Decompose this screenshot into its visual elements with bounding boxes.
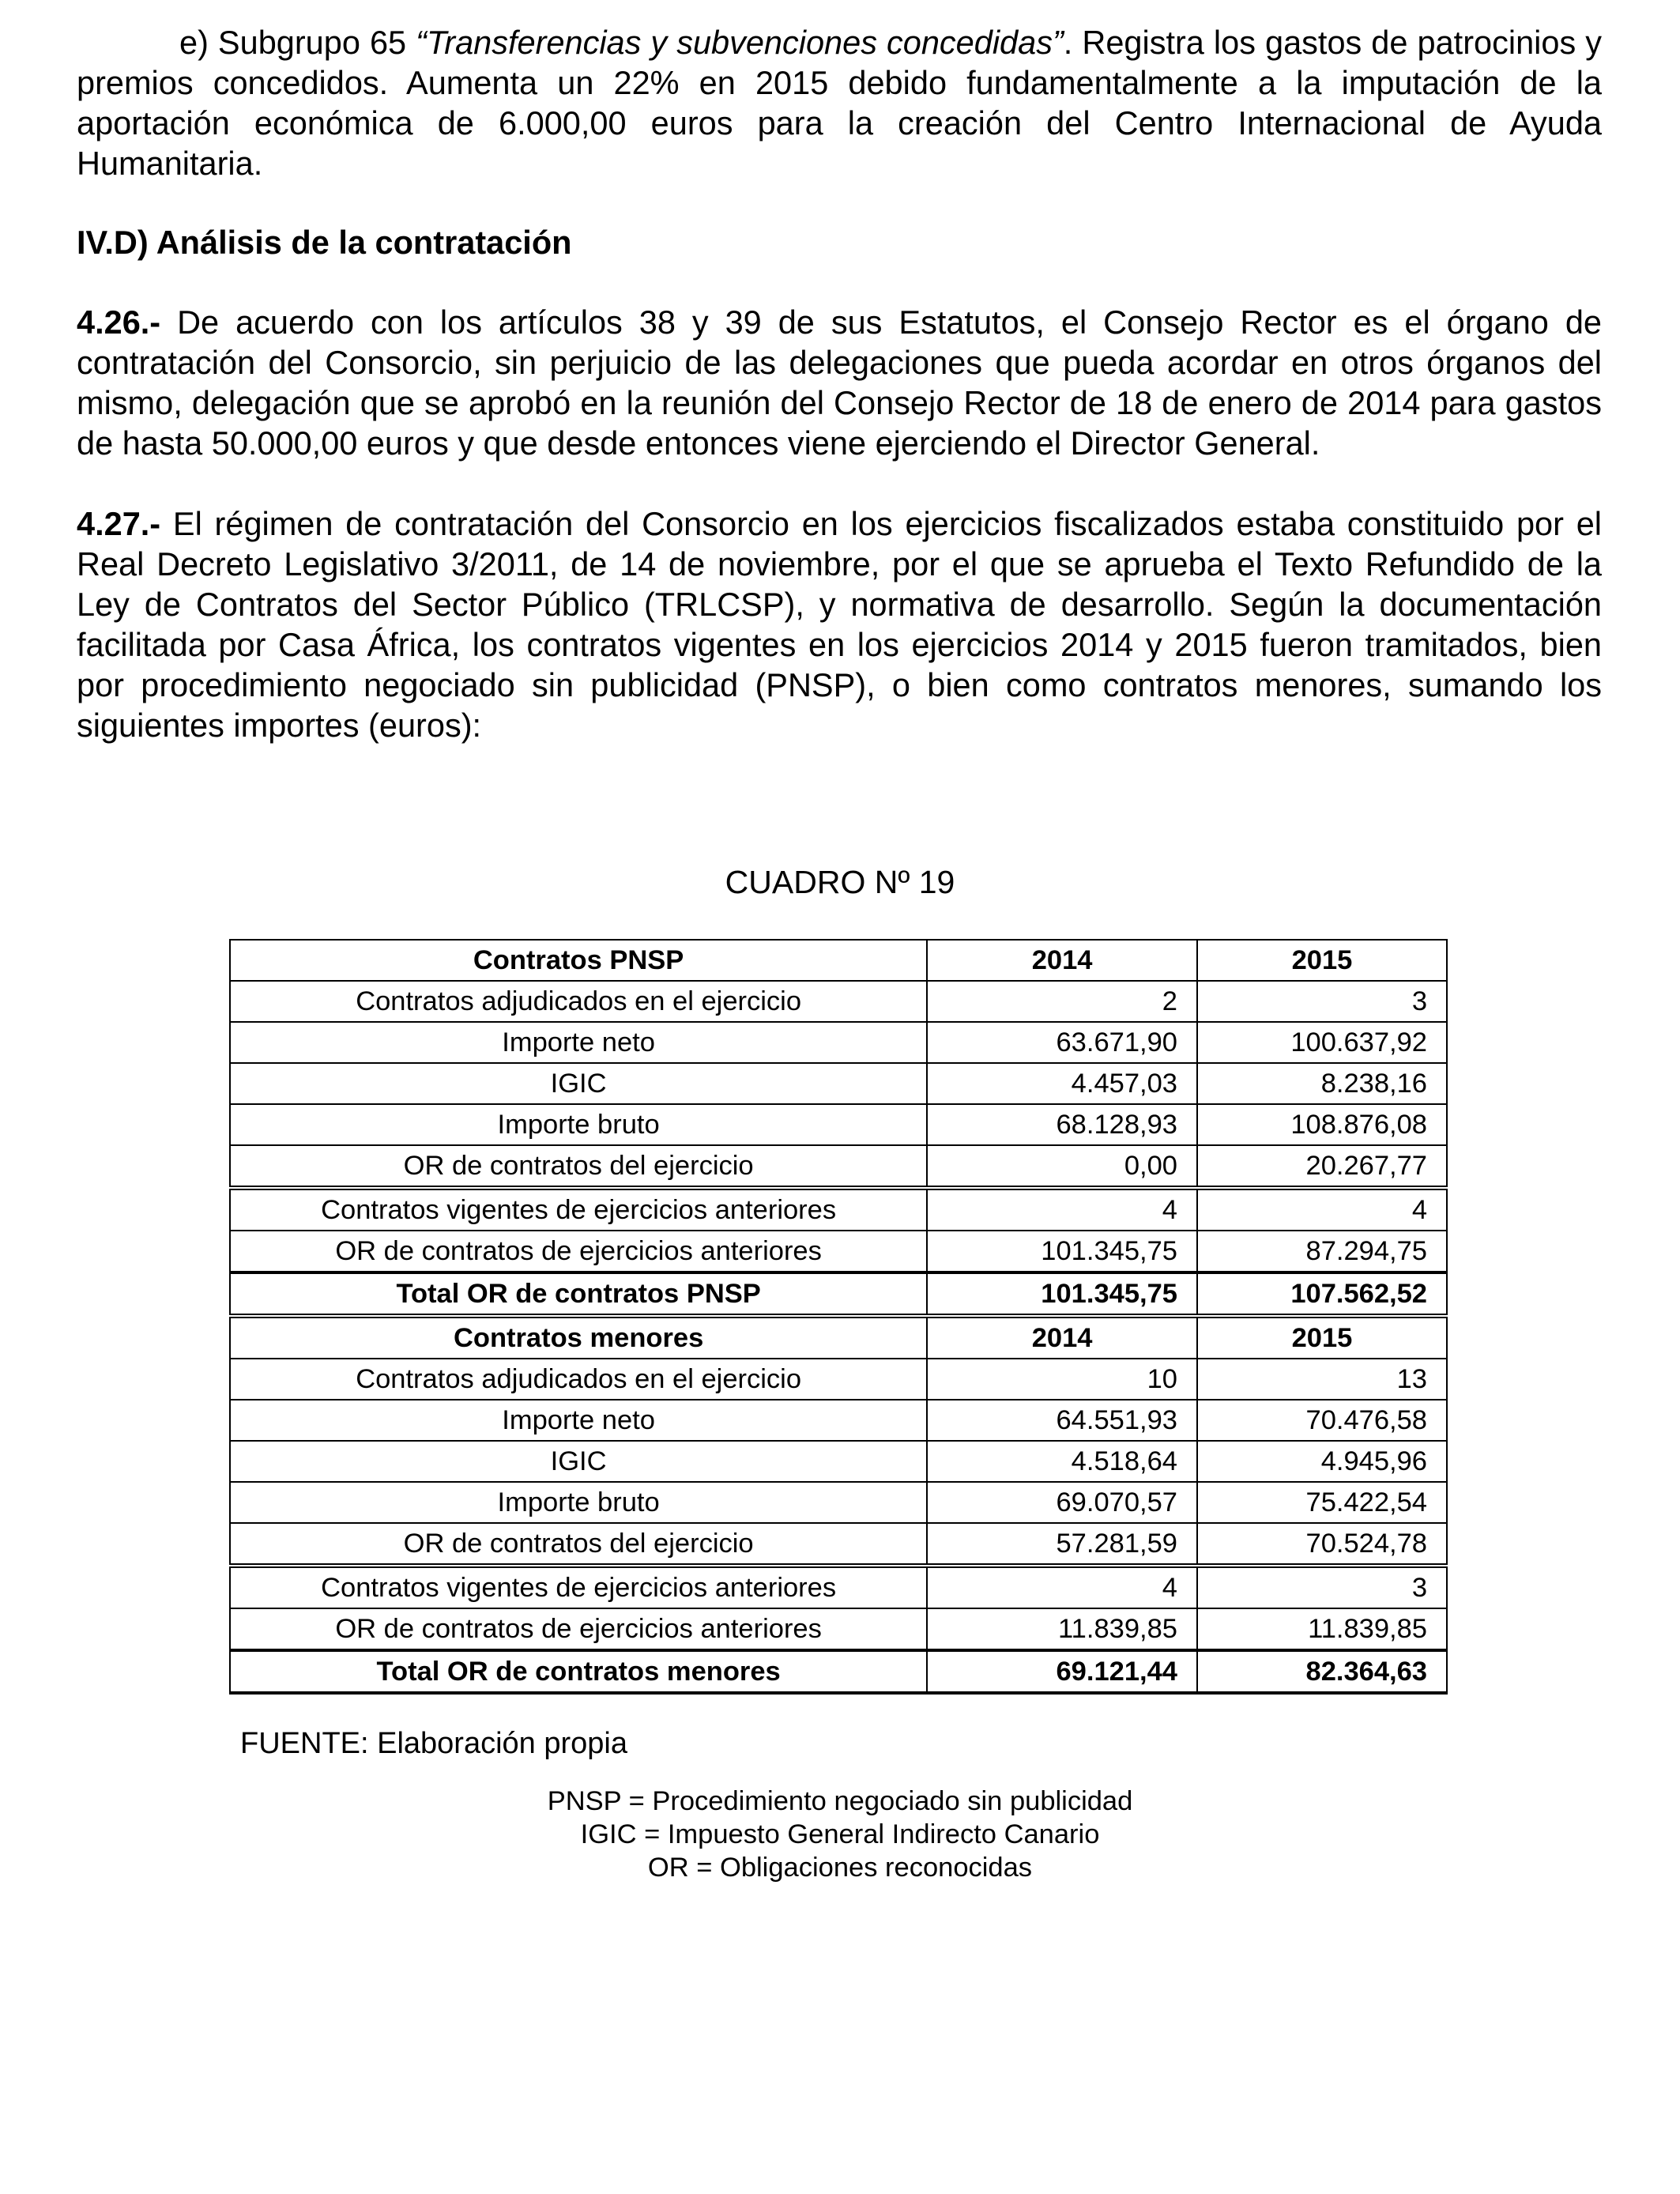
table-row — [230, 1441, 1447, 1482]
paragraph-e — [77, 22, 1602, 183]
row-value-2014: 4 — [927, 1566, 1197, 1608]
table-row — [230, 1566, 1447, 1608]
pnsp-header-row — [230, 940, 1447, 981]
row-value-2014: 101.345,75 — [927, 1231, 1197, 1272]
row-label: Importe bruto — [230, 1482, 927, 1523]
pnsp-header-2015: 2015 — [1197, 940, 1447, 981]
para-426-number: 4.26.- — [77, 303, 161, 341]
row-value-2014: 69.070,57 — [927, 1482, 1197, 1523]
menores-total-label: Total OR de contratos menores — [230, 1650, 927, 1693]
pnsp-header-label: Contratos PNSP — [230, 940, 927, 981]
pnsp-total-label: Total OR de contratos PNSP — [230, 1272, 927, 1316]
para-426-text: De acuerdo con los artículos 38 y 39 de sus Estatutos, el Consejo Rector es el órgano de contratación del Consorcio, sin perjuicio de las delegaciones que pueda acordar en otros órganos del mismo, delegación que se aprobó en la reunión del Consejo Rector de 18 de enero de 2014 para gastos de hasta 50.000,00 euros y que desde entonces viene ejerciendo el Director General. — [77, 303, 1602, 462]
pnsp-total-2014: 101.345,75 — [927, 1272, 1197, 1316]
paragraph-4-26 — [77, 302, 1602, 463]
menores-header-label: Contratos menores — [230, 1316, 927, 1359]
table-row — [230, 1523, 1447, 1566]
table-row — [230, 1359, 1447, 1400]
row-label: Contratos vigentes de ejercicios anteriores — [230, 1566, 927, 1608]
row-value-2015: 3 — [1197, 981, 1447, 1022]
row-value-2014: 63.671,90 — [927, 1022, 1197, 1063]
row-label: OR de contratos de ejercicios anteriores — [230, 1608, 927, 1650]
row-value-2015: 4.945,96 — [1197, 1441, 1447, 1482]
section-heading: IV.D) Análisis de la contratación — [77, 224, 572, 261]
menores-total-2015: 82.364,63 — [1197, 1650, 1447, 1693]
table-row — [230, 1063, 1447, 1104]
row-value-2014: 4 — [927, 1188, 1197, 1231]
row-label: OR de contratos del ejercicio — [230, 1523, 927, 1566]
table-caption: CUADRO Nº 19 — [725, 864, 955, 900]
row-value-2014: 4.518,64 — [927, 1441, 1197, 1482]
para-e-italic: “Transferencias y subvenciones concedidas” — [416, 24, 1064, 61]
row-value-2014: 11.839,85 — [927, 1608, 1197, 1650]
row-label: IGIC — [230, 1441, 927, 1482]
pnsp-total-2015: 107.562,52 — [1197, 1272, 1447, 1316]
table-row — [230, 981, 1447, 1022]
row-value-2015: 108.876,08 — [1197, 1104, 1447, 1145]
menores-header-2015: 2015 — [1197, 1316, 1447, 1359]
para-e-prefix: e) Subgrupo 65 — [179, 24, 416, 61]
row-value-2015: 70.476,58 — [1197, 1400, 1447, 1441]
row-value-2015: 13 — [1197, 1359, 1447, 1400]
row-label: OR de contratos de ejercicios anteriores — [230, 1231, 927, 1272]
row-value-2014: 68.128,93 — [927, 1104, 1197, 1145]
row-value-2014: 4.457,03 — [927, 1063, 1197, 1104]
row-value-2015: 20.267,77 — [1197, 1145, 1447, 1188]
row-label: Contratos adjudicados en el ejercicio — [230, 981, 927, 1022]
para-427-text: El régimen de contratación del Consorcio en los ejercicios fiscalizados estaba constituido por el Real Decreto Legislativo 3/2011, de 14 de noviembre, por el que se aprueba el Texto Refundido de la Ley de Contratos del Sector Público (TRLCSP), y normativa de desarrollo. Según la documentación facilitada por Casa África, los contratos vigentes en los ejercicios 2014 y 2015 fueron tramitados, bien por procedimiento negociado sin publicidad (PNSP), o bien como contratos menores, sumando los siguientes importes (euros): — [77, 505, 1602, 744]
table-row — [230, 1608, 1447, 1650]
para-e-rest: . Registra los gastos de patrocinios y premios concedidos. Aumenta un 22% en 2015 debido fundamentalmente a la imputación de la aportación económica de 6.000,00 euros para la creación del Centro Internacional de Ayuda Humanitaria. — [77, 24, 1602, 182]
row-label: Importe bruto — [230, 1104, 927, 1145]
menores-total-2014: 69.121,44 — [927, 1650, 1197, 1693]
paragraph-4-27 — [77, 503, 1602, 745]
table-row — [230, 1231, 1447, 1272]
table-row — [230, 1104, 1447, 1145]
table-row — [230, 1482, 1447, 1523]
row-label: IGIC — [230, 1063, 927, 1104]
row-label: Importe neto — [230, 1400, 927, 1441]
menores-total-row — [230, 1650, 1447, 1693]
row-value-2015: 75.422,54 — [1197, 1482, 1447, 1523]
pnsp-total-row — [230, 1272, 1447, 1316]
table-row — [230, 1145, 1447, 1188]
row-value-2014: 2 — [927, 981, 1197, 1022]
legend-pnsp: PNSP = Procedimiento negociado sin publicidad — [547, 1786, 1133, 1816]
row-value-2015: 87.294,75 — [1197, 1231, 1447, 1272]
legend-igic: IGIC = Impuesto General Indirecto Canario — [580, 1819, 1100, 1849]
row-label: Contratos adjudicados en el ejercicio — [230, 1359, 927, 1400]
para-427-number: 4.27.- — [77, 505, 161, 542]
document-body — [77, 22, 1602, 745]
row-value-2015: 100.637,92 — [1197, 1022, 1447, 1063]
row-value-2014: 64.551,93 — [927, 1400, 1197, 1441]
row-label: Contratos vigentes de ejercicios anteriores — [230, 1188, 927, 1231]
source-note: FUENTE: Elaboración propia — [240, 1727, 627, 1760]
row-value-2015: 4 — [1197, 1188, 1447, 1231]
pnsp-header-2014: 2014 — [927, 940, 1197, 981]
table-row — [230, 1022, 1447, 1063]
row-value-2014: 10 — [927, 1359, 1197, 1400]
contracts-table — [229, 939, 1448, 1695]
row-value-2015: 3 — [1197, 1566, 1447, 1608]
row-value-2014: 0,00 — [927, 1145, 1197, 1188]
menores-header-2014: 2014 — [927, 1316, 1197, 1359]
row-value-2015: 70.524,78 — [1197, 1523, 1447, 1566]
row-label: Importe neto — [230, 1022, 927, 1063]
row-value-2015: 8.238,16 — [1197, 1063, 1447, 1104]
table-row — [230, 1400, 1447, 1441]
menores-header-row — [230, 1316, 1447, 1359]
row-label: OR de contratos del ejercicio — [230, 1145, 927, 1188]
legend-or: OR = Obligaciones reconocidas — [647, 1853, 1033, 1883]
row-value-2014: 57.281,59 — [927, 1523, 1197, 1566]
row-value-2015: 11.839,85 — [1197, 1608, 1447, 1650]
table-row — [230, 1188, 1447, 1231]
